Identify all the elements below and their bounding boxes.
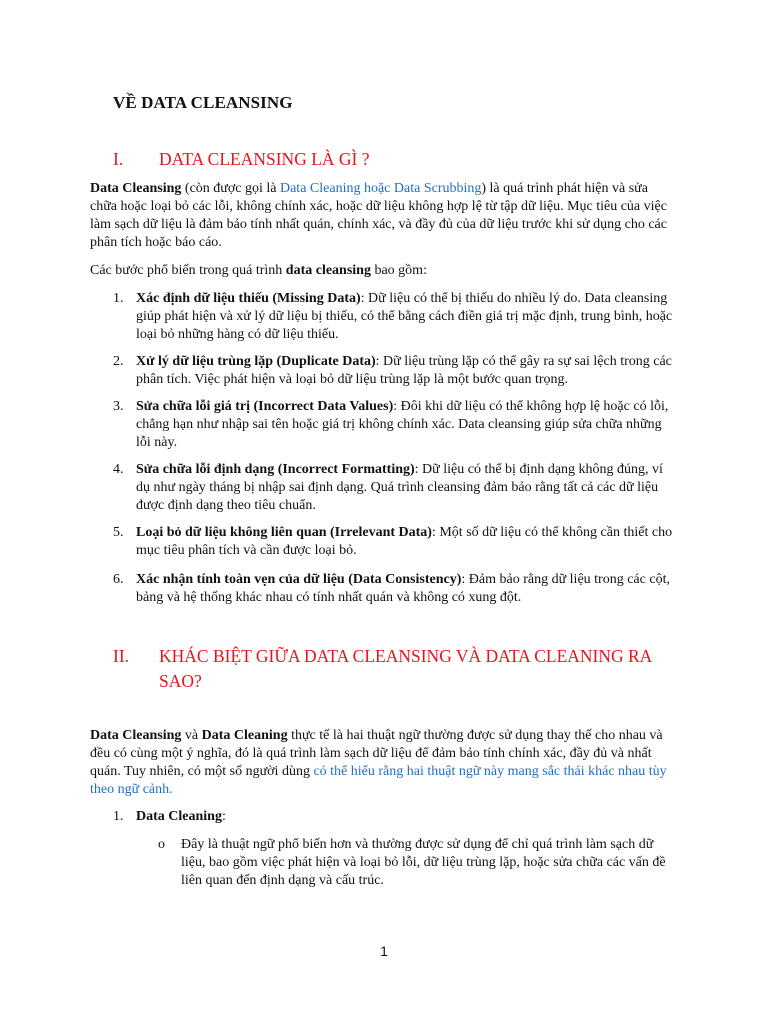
term-data-cleansing: Data Cleansing xyxy=(90,728,182,743)
section-1-intro xyxy=(90,180,675,252)
step-desc: : Đôi khi dữ liệu có thể không hợp lệ hoặc có lỗi, chẳng hạn như nhập sai tên hoặc giá trị không chính xác. Data cleansing giúp sửa chữa những lỗi này. xyxy=(136,399,669,450)
step-desc: : Đảm bảo rằng dữ liệu trong các cột, bảng và hệ thống khác nhau có tính nhất quán và không có xung đột. xyxy=(136,572,670,605)
sub-bullet-text: Đây là thuật ngữ phổ biến hơn và thường được sử dụng để chỉ quá trình làm sạch dữ liệu, bao gồm việc phát hiện và loại bỏ lỗi, dữ liệu trùng lặp, hoặc sửa chữa các vấn đề liên quan đến định dạng và cấu trúc. xyxy=(181,837,666,888)
step-title: Xác nhận tính toàn vẹn của dữ liệu (Data Consistency) xyxy=(136,572,462,587)
bullet-icon: o xyxy=(158,837,165,852)
step-text xyxy=(136,524,676,560)
steps-lead-text-1: Các bước phổ biến trong quá trình xyxy=(90,263,286,278)
step-text xyxy=(136,290,676,344)
section-1-number: I. xyxy=(113,149,124,169)
steps-lead xyxy=(90,262,675,280)
item-colon: : xyxy=(221,809,226,824)
context-link[interactable]: có thể hiểu rằng hai thuật ngữ này mang sắc thái khác nhau tùy theo ngữ cảnh. xyxy=(90,764,667,797)
step-number: 4. xyxy=(113,462,124,477)
item-number: 1. xyxy=(113,809,124,824)
step-title: Xử lý dữ liệu trùng lặp (Duplicate Data) xyxy=(136,354,376,369)
intro-text-1: (còn được gọi là xyxy=(181,181,280,196)
step-title: Loại bỏ dữ liệu không liên quan (Irrelevant Data) xyxy=(136,525,432,540)
step-title: Sửa chữa lỗi định dạng (Incorrect Formatting) xyxy=(136,462,415,477)
step-desc: : Dữ liệu có thể bị định dạng không đúng, ví dụ như ngày tháng bị nhập sai định dạng. Quá trình cleansing đảm bảo rằng tất cả các dữ liệu được định dạng theo tiêu chuẩn. xyxy=(136,462,663,513)
step-text xyxy=(136,353,676,389)
section-2-title: KHÁC BIỆT GIỮA DATA CLEANSING VÀ DATA CLEANING RA SAO? xyxy=(159,646,652,691)
page-number: 1 xyxy=(380,943,388,959)
item-title: Data Cleaning xyxy=(136,809,222,824)
intro-text-2: ) là quá trình phát hiện và sửa chữa hoặc loại bỏ các lỗi, không chính xác, hoặc dữ liệu không hợp lệ từ tập dữ liệu. Mục tiêu của việc làm sạch dữ liệu là đảm bảo tính nhất quán, chính xác, và đầy đủ của dữ liệu trước khi sử dụng cho các phân tích hoặc báo cáo. xyxy=(90,181,667,250)
step-text xyxy=(136,571,676,607)
step-text xyxy=(136,398,676,452)
step-number: 2. xyxy=(113,354,124,369)
intro-text-1: và xyxy=(181,728,202,743)
step-desc: : Một số dữ liệu có thể không cần thiết cho mục tiêu phân tích và cần được loại bỏ. xyxy=(136,525,673,558)
section-1-title: DATA CLEANSING LÀ GÌ ? xyxy=(159,149,370,169)
intro-text-2: thực tế là hai thuật ngữ thường được sử dụng thay thế cho nhau và đều có cùng một ý nghĩa, đó là quá trình làm sạch dữ liệu để đảm bảo tính chính xác, đầy đủ và nhất quán. Tuy nhiên, có một số người dùng xyxy=(90,728,663,779)
step-number: 6. xyxy=(113,572,124,587)
steps-lead-bold: data cleansing xyxy=(285,263,371,278)
synonym-link[interactable]: Data Cleaning hoặc Data Scrubbing xyxy=(279,181,482,196)
step-number: 5. xyxy=(113,525,124,540)
step-desc: : Dữ liệu trùng lặp có thể gây ra sự sai lệch trong các phân tích. Việc phát hiện và loại bỏ dữ liệu trùng lặp là một bước quan trọng. xyxy=(136,354,672,387)
step-title: Xác định dữ liệu thiếu (Missing Data) xyxy=(136,291,361,306)
step-title: Sửa chữa lỗi giá trị (Incorrect Data Values) xyxy=(136,399,394,414)
item-text xyxy=(136,808,676,826)
step-number: 3. xyxy=(113,399,124,414)
section-2-number: II. xyxy=(113,646,130,666)
step-desc: : Dữ liệu có thể bị thiếu do nhiều lý do. Data cleansing giúp phát hiện và xử lý dữ liệu bị thiếu, có thể bằng cách điền giá trị mặc định, trung bình, hoặc loại bỏ những hàng có dữ liệu thiếu. xyxy=(136,291,673,342)
steps-lead-text-2: bao gồm: xyxy=(370,263,427,278)
term-data-cleaning: Data Cleaning xyxy=(201,728,288,743)
step-number: 1. xyxy=(113,291,124,306)
section-2-intro xyxy=(90,727,675,799)
step-text xyxy=(136,461,676,515)
document-title: VỀ DATA CLEANSING xyxy=(113,93,293,112)
term-data-cleansing: Data Cleansing xyxy=(90,181,182,196)
